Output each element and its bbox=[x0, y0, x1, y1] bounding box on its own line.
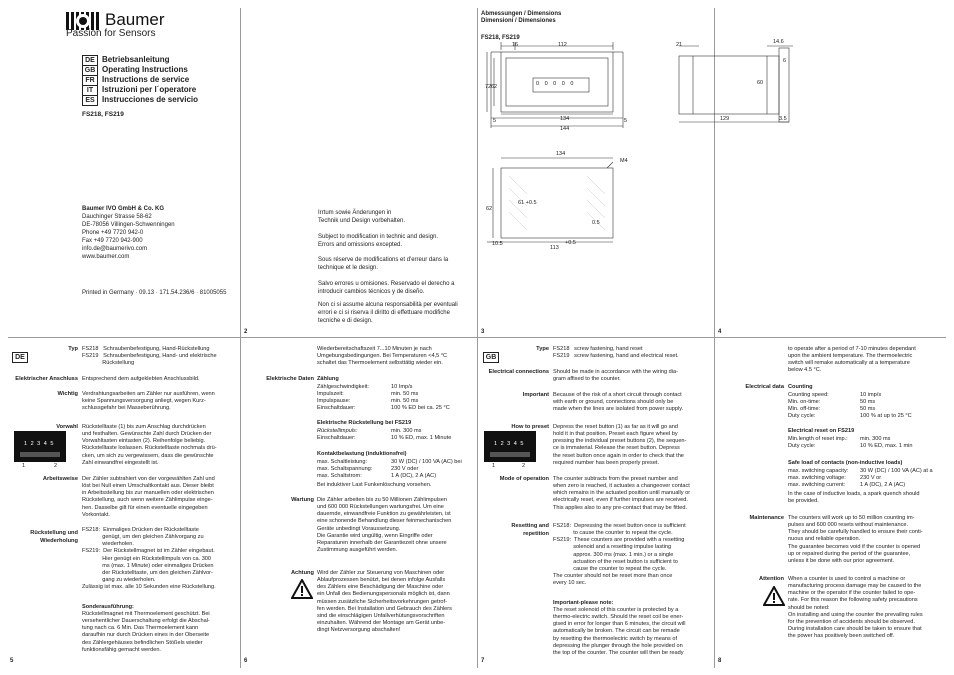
dim-label: 134 bbox=[560, 116, 570, 122]
dim-label: +0.5 bbox=[565, 240, 576, 246]
company-name: Baumer IVO GmbH & Co. KG bbox=[82, 206, 165, 212]
disclaimer-de: Irrtum sowie Änderungen in Technik und Design vorbehalten. bbox=[318, 210, 406, 224]
section-heading: Sonderausführung: bbox=[82, 604, 134, 610]
address-line: info.de@baumerivo.com bbox=[82, 246, 148, 252]
section-label: Rückstellung und Wiederholung bbox=[30, 530, 78, 544]
disclaimer-it: Non ci si assume alcuna responsabilità per eventuali errori e ci si riserva il diritto di effettuare modifiche tecniche e di design. bbox=[318, 302, 458, 324]
section-text: Should be made in accordance with the wiring dia- gram affixed to the counter. bbox=[553, 369, 678, 383]
figure-callout-2: 2 bbox=[54, 463, 58, 469]
section-text: FS218: Einmaliges Drücken der Rückstelltaste genügt, um den gleichen Zählvorgang zu wiederholen. FS219: Der Rückstellmagnet ist im Zähler eingebaut. Hier genügt ein Rückstellimpuls von ca. 300 ms (max. 1 Minute) oder einmaliges Drücken der Rückstelltaste, um den gleichen Zählvor- gang zu wiederholen. Zulässig ist max. alle 10 Sekunden eine Rückstellung. bbox=[82, 527, 216, 591]
dimensions-models: FS218, FS219 bbox=[481, 35, 520, 41]
language-code: GB bbox=[82, 65, 98, 76]
dim-label: 72 bbox=[485, 84, 492, 90]
section-label: Attention bbox=[759, 576, 784, 582]
column-divider bbox=[240, 8, 241, 668]
subheading: Kontaktbelastung (induktionsfrei) bbox=[317, 451, 407, 457]
language-code: FR bbox=[82, 75, 98, 86]
dimensions-subtitle: Dimensioni / Dimensiones bbox=[481, 18, 556, 24]
dim-label: 5 bbox=[493, 118, 497, 124]
section-label: Type bbox=[536, 346, 549, 352]
dim-label: 3.5 bbox=[779, 116, 787, 122]
section-text: Wird der Zähler zur Steuerung von Maschinen oder Ablaufprozessen benützt, bei denen infolge Ausfalls des Zählers eine Beschädigung der Maschine oder ein Unfall des Bedienungspersonals möglich ist, dann müssen zusätzliche Sicherheitsvorkehrungen getrof- fen werden. Bei Installation und Gebrauch des Zählers sind die einschlägigen Unfallverhütungsvorschriften einzuhalten. Während der Montage am Gerät unbe- dingt Netzversorgung abschalten! bbox=[317, 570, 452, 634]
disclaimer-fr: Sous réserve de modifications et d'erreur dans la technique et le design. bbox=[318, 257, 449, 271]
page-number: 7 bbox=[481, 658, 485, 664]
language-title: Betriebsanleitung bbox=[102, 55, 170, 64]
printed-note: Printed in Germany · 09.13 · 171.54.236/6 · 81005055 bbox=[82, 290, 227, 296]
row-divider bbox=[8, 337, 946, 338]
preset-buttons bbox=[490, 452, 530, 457]
section-text: FS218 screw fastening, hand reset FS219 screw fastening, hand and electrical reset. bbox=[553, 346, 679, 360]
language-code: ES bbox=[82, 95, 98, 106]
reset-table: Min.length of reset imp.: min. 300 ms Duty cycle: 10 % ED, max. 1 min bbox=[788, 436, 913, 450]
section-label: Elektrischer Anschluss bbox=[15, 376, 78, 382]
dim-label: 21 bbox=[676, 42, 683, 48]
dim-label: 0.5 bbox=[592, 220, 600, 226]
section-label: Elektrische Daten bbox=[266, 376, 314, 382]
preset-figure bbox=[484, 431, 536, 462]
address-line: Phone +49 7720 942-0 bbox=[82, 230, 144, 236]
dim-label: 62 bbox=[486, 206, 493, 212]
language-tag-gb: GB bbox=[483, 346, 503, 364]
dimension-drawing bbox=[481, 38, 801, 253]
section-text: Rückstellmagnet mit Thermoelement geschützt. Bei versehentlicher Dauerschaltung erfolgt die Abschal- tung nach ca. 6 Min. Das Thermoelement kann daraufhin nur durch Drücken eines in der Oberseite des Zählergehäuses befindlichen Stößels wieder funktionsfähig gemacht werden. bbox=[82, 611, 210, 653]
dim-label: 62 bbox=[491, 84, 498, 90]
section-text: Because of the risk of a short circuit through contact with earth or ground, connections should only be made when the lines are isolated from power supply. bbox=[553, 392, 684, 413]
section-text: The counter subtracts from the preset number and when zero is reached, it actuates a changeover contact which remains in the actuated position until manually or electrically reset, even if further impulses are received. This applies also to any pre-contact that may be fitted. bbox=[553, 476, 691, 511]
section-text: Der Zähler subtrahiert von der vorgewählten Zahl und löst bei Null einen Umschaltkontakt aus. Dieser bleibt in Arbeitsstellung bis zur manuellen oder elektrischen Rückstellung, auch wenn weitere Zählimpulse einge- hen. Dasselbe gilt für einen eventuelle eingegeben Vorkontakt. bbox=[82, 476, 215, 518]
address-line: Dauchinger Strasse 58-62 bbox=[82, 214, 152, 220]
company-address bbox=[82, 205, 175, 261]
continued-text: to operate after a period of 7-10 minutes dependant upon the ambient temperature. The thermoelectric switch will remake automatically at a temperature below 4.5 °C. bbox=[788, 346, 916, 374]
dim-label: M4 bbox=[620, 158, 628, 164]
counter-digits: 0 0 0 0 0 bbox=[536, 81, 576, 87]
address-line: Fax +49 7720 942-900 bbox=[82, 238, 143, 244]
section-label: Resetting and repetition bbox=[511, 523, 549, 537]
disclaimer-es: Salvo errores u omisiones. Reservado el derecho a introducir cambios técnicos y de diseño. bbox=[318, 281, 455, 295]
page-number: 8 bbox=[718, 658, 722, 664]
section-label: Maintenance bbox=[749, 515, 784, 521]
dim-label: 61 +0.5 bbox=[518, 200, 537, 206]
page-number: 3 bbox=[481, 329, 485, 335]
dim-label: 16 bbox=[512, 42, 519, 48]
contact-note: In the case of inductive loads, a spark quench should be provided. bbox=[788, 491, 920, 505]
dim-label: 10.5 bbox=[492, 241, 503, 247]
dim-label: 144 bbox=[560, 126, 570, 132]
page-number: 6 bbox=[244, 658, 248, 664]
section-label: Electrical connections bbox=[488, 369, 549, 375]
figure-digits: 1 2 3 4 5 bbox=[24, 441, 55, 447]
language-title: Istruzioni per l´operatore bbox=[102, 85, 197, 94]
section-label: How to preset bbox=[511, 424, 549, 430]
language-tag-de: DE bbox=[12, 346, 32, 364]
section-text: Depress the reset button (1) as far as it will go and hold it in that position. Preset each figure wheel by pressing the individual preset buttons (2), the sequen- ce is immaterial. Release the reset button. Depress the reset button once again in order to check that the required number has been properly preset. bbox=[553, 424, 687, 466]
section-text: Verdrahtungsarbeiten am Zähler nur ausführen, wenn keine Spannungsversorgung anliegt, wegen Kurz- schlussgefahr bei Masseberührung. bbox=[82, 391, 215, 412]
language-title: Instrucciones de servicio bbox=[102, 95, 199, 104]
preset-figure bbox=[14, 431, 66, 462]
continued-text: Wiederbereitschaftszeit 7...10 Minuten je nach Umgebungsbedingungen. Bei Temperaturen <4,5 °C schaltet das Thermoelement selbsttätig wieder ein. bbox=[317, 346, 448, 367]
section-label: Wartung bbox=[291, 497, 314, 503]
subheading: Zählung bbox=[317, 376, 339, 382]
section-label: Mode of operation bbox=[499, 476, 549, 482]
contact-note: Bei induktiver Last Funkenlöschung vorsehen. bbox=[317, 482, 432, 488]
section-text: Rückstelltaste (1) bis zum Anschlag durchdrücken und festhalten. Gewünschte Zahl durch Drücken der Vorwahltasten eintasten (2). Reihenfolge beliebig. Rückstelltaste loslassen. Rückstelltaste nochmals drü- cken, um sich zu vergewissern, dass die gewünschte Zahl einwandfrei eingestellt ist. bbox=[82, 424, 217, 466]
page-number: 5 bbox=[10, 658, 14, 664]
section-text: Entsprechend dem aufgeklebten Anschlussbild. bbox=[82, 376, 200, 382]
preset-buttons bbox=[20, 452, 60, 457]
contact-table: max. Schaltleistung: 30 W (DC) / 100 VA (AC) bei max. Schaltspannung: 230 V oder max. Schaltstrom: 1 A (DC), 2 A (AC) bbox=[317, 459, 462, 480]
disclaimer-gb: Subject to modification in technic and design. Errors and omissions excepted. bbox=[318, 234, 439, 248]
brand-name: Baumer bbox=[105, 10, 165, 29]
contact-table: max. switching capacity: 30 W (DC) / 100 VA (AC) at a max. switching voltage: 230 V or max. switching current: 1 A (DC), 2 A (AC) bbox=[788, 468, 933, 489]
page-number: 4 bbox=[718, 329, 722, 335]
section-text: Die Zähler arbeiten bis zu 50 Millionen Zählimpulsen und 600 000 Rückstellungen wartungsfrei. Um eine dauernde, einwandfreie Funktion zu gewährleisten, ist eine schonende Behandlung dieser feinmechanischen Geräte unbedingt Voraussetzung. Die Garantie wird ungültig, wenn Eingriffe oder Reparaturen innerhalb der Garantiezeit ohne unsere Zustimmung ausgeführt werden. bbox=[317, 497, 452, 554]
subheading: Elektrische Rückstellung bei FS219 bbox=[317, 420, 412, 426]
figure-callout-1: 1 bbox=[492, 463, 496, 469]
reset-table: Rückstellimpuls: min. 300 ms Einschaltdauer: 10 % ED, max. 1 Minute bbox=[317, 428, 452, 442]
brand-tagline: Passion for Sensors bbox=[66, 28, 156, 39]
figure-callout-2: 2 bbox=[522, 463, 526, 469]
address-line: DE-78056 Villingen-Schwenningen bbox=[82, 222, 175, 228]
section-label: Important bbox=[522, 392, 549, 398]
figure-callout-1: 1 bbox=[22, 463, 26, 469]
dimensions-title: Abmessungen / Dimensions bbox=[481, 11, 562, 17]
warning-icon bbox=[763, 586, 785, 606]
page-number: 2 bbox=[244, 329, 248, 335]
dim-label: 6 bbox=[783, 58, 787, 64]
language-code: IT bbox=[82, 85, 98, 96]
section-label: Vorwahl bbox=[56, 424, 78, 430]
language-title: Operating Instructions bbox=[102, 65, 188, 74]
section-label: Achtung bbox=[290, 570, 314, 576]
dim-label: 60 bbox=[757, 80, 764, 86]
section-text: FS218: Depressing the reset button once is sufficient to cause the counter to repeat the cycle. FS219: These counters are provided with a resetting solenoid and a resetting impulse lasting approx. 300 ms (max. 1 min.) or a single actuation of the reset button is sufficient to cause the counter to repeat the cycle. The counter should not be reset more than once every 10 sec. bbox=[553, 523, 686, 587]
dim-label: 134 bbox=[556, 151, 566, 157]
dim-label: 112 bbox=[558, 42, 567, 48]
cover-models: FS218, FS219 bbox=[82, 111, 124, 118]
warning-icon bbox=[291, 579, 313, 599]
address-line: www.baumer.com bbox=[82, 254, 130, 260]
section-text: The counters will work up to 50 million counting im- pulses and 600 000 resets without maintenance. They should be carefully handled to ensure their conti- nuous and reliable operation. The guarantee becomes void if the counter is opened up or repaired during the period of the guarantee, unless it be done with our prior agreement. bbox=[788, 515, 923, 564]
counting-table: Counting speed: 10 imp/s Min. on-time: 50 ms Min. off-time: 50 ms Duty cycle: 100 % at up to 25 °C bbox=[788, 392, 912, 420]
figure-digits: 1 2 3 4 5 bbox=[494, 441, 525, 447]
section-text: FS218 Schraubenbefestigung, Hand-Rückstellung FS219 Schraubenbefestigung, Hand- und elektrische Rückstellung bbox=[82, 346, 217, 367]
section-text: The reset solenoid of this counter is protected by a thermo-electric switch. Should the reset coil be ener- gised in error for longer than 6 minutes, the circuit will automatically be broken. The circuit can be remade by resetting the thermoelectric switch by means of depressing the plunger through the hole provided on the top of the counter. The counter will then be ready bbox=[553, 607, 686, 656]
dim-label: 113 bbox=[550, 245, 559, 251]
section-label: Electrical data bbox=[745, 384, 784, 390]
language-title: Instructions de service bbox=[102, 75, 190, 84]
section-label: Wichtig bbox=[57, 391, 78, 397]
subheading: Electrical reset on FS219 bbox=[788, 428, 855, 434]
dim-label: 129 bbox=[720, 116, 730, 122]
section-label: Typ bbox=[68, 346, 78, 352]
section-heading: Important-please note: bbox=[553, 600, 614, 606]
subheading: Safe load of contacts (non-inductive loads) bbox=[788, 460, 903, 466]
section-label: Arbeitsweise bbox=[42, 476, 78, 482]
dim-label: 14.6 bbox=[773, 39, 784, 45]
subheading: Counting bbox=[788, 384, 813, 390]
dim-label: 5 bbox=[624, 118, 628, 124]
counting-table: Zählgeschwindigkeit: 10 Imp/s Impulszeit: min. 50 ms Impulspause: min. 50 ms Einschaltdauer: 100 % ED bei ca. 25 °C bbox=[317, 384, 450, 412]
column-divider bbox=[477, 8, 478, 668]
language-code: DE bbox=[82, 55, 98, 66]
section-text: When a counter is used to control a machine or manufacturing process damage may be caused to the machine or the operator if the counter failed to ope- rate. For this reason the following safety precautions should be noted: On installing and using the counter the prevailing rules for the prevention of accidents should be observed. During installation care should be taken to ensure that the power has positively been switched off. bbox=[788, 576, 923, 640]
